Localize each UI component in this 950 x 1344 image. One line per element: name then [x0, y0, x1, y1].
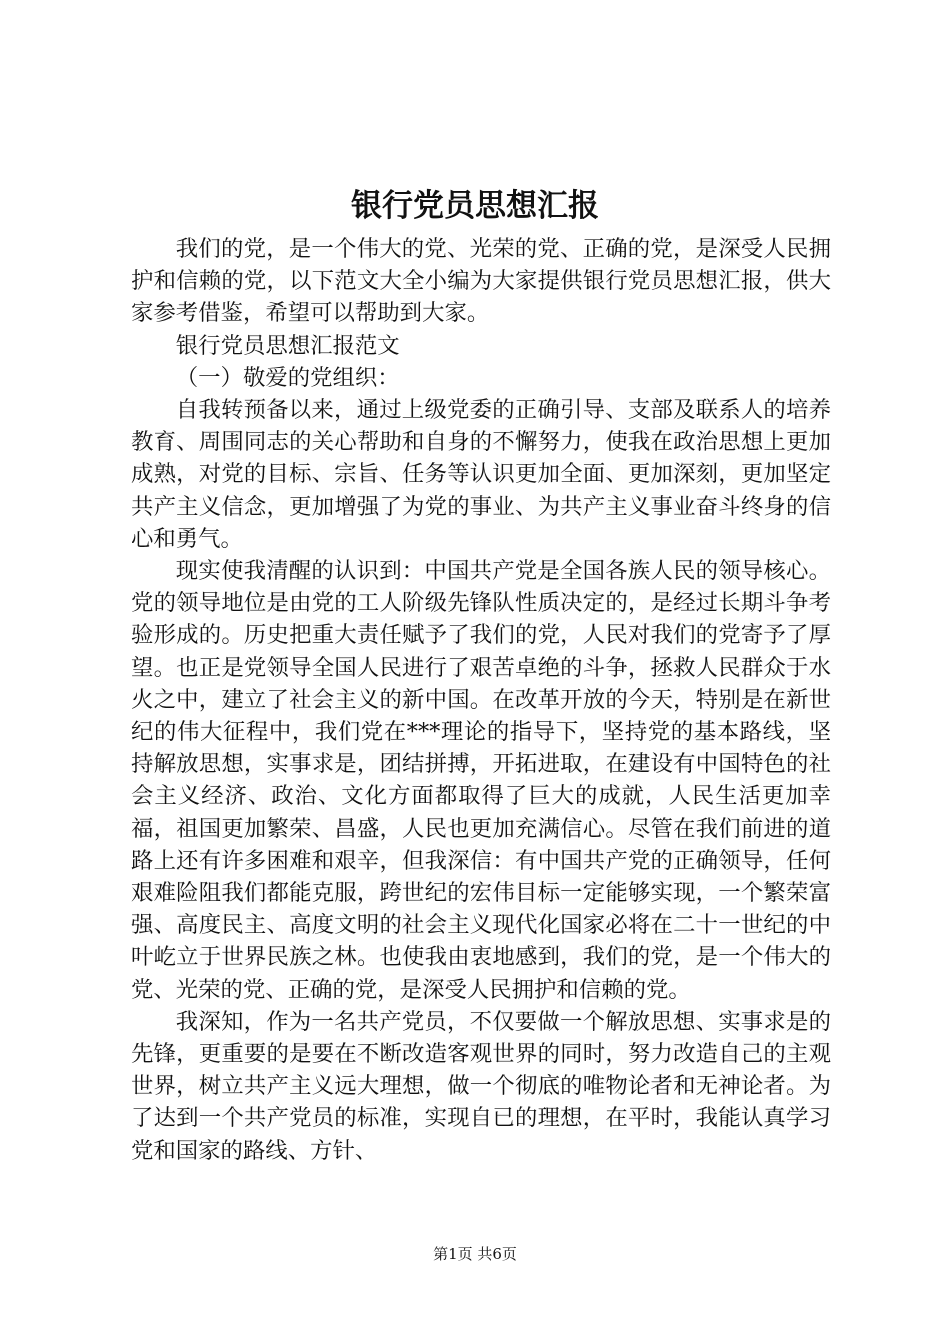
paragraph-body-3: 我深知，作为一名共产党员，不仅要做一个解放思想、实事求是的先锋，更重要的是要在不断改造客观世界的同时，努力改造自己的主观世界，树立共产主义远大理想，做一个彻底的唯物论者和无神论者。为了达到一个共产党员的标准，实现自已的理想，在平时，我能认真学习党和国家的路线、方针、: [131, 1008, 831, 1164]
paragraph-body-1: 自我转预备以来，通过上级党委的正确引导、支部及联系人的培养教育、周围同志的关心帮助和自身的不懈努力，使我在政治思想上更加成熟，对党的目标、宗旨、任务等认识更加全面、更加深刻，更加坚定共产主义信念，更加增强了为党的事业、为共产主义事业奋斗终身的信心和勇气。: [131, 397, 831, 552]
paragraph-intro: 我们的党，是一个伟大的党、光荣的党、正确的党，是深受人民拥护和信赖的党，以下范文大全小编为大家提供银行党员思想汇报，供大家参考借鉴，希望可以帮助到大家。: [131, 236, 831, 327]
document-title: 银行党员思想汇报: [351, 188, 599, 224]
page-number-footer: 第1页 共6页: [433, 1245, 517, 1263]
document-body: [131, 233, 831, 1167]
paragraph-salutation: （一）敬爱的党组织：: [175, 364, 400, 391]
paragraph-heading: 银行党员思想汇报范文: [175, 332, 400, 359]
paragraph-body-2: 现实使我清醒的认识到：中国共产党是全国各族人民的领导核心。党的领导地位是由党的工人阶级先锋队性质决定的，是经过长期斗争考验形成的。历史把重大责任赋予了我们的党，人民对我们的党寄予了厚望。也正是党领导全国人民进行了艰苦卓绝的斗争，拯救人民群众于水火之中，建立了社会主义的新中国。在改革开放的今天，特别是在新世纪的伟大征程中，我们党在***理论的指导下，坚持党的基本路线，坚持解放思想，实事求是，团结拼搏，开拓进取，在建设有中国特色的社会主义经济、政治、文化方面都取得了巨大的成就，人民生活更加幸福，祖国更加繁荣、昌盛，人民也更加充满信心。尽管在我们前进的道路上还有许多困难和艰辛，但我深信：有中国共产党的正确领导，任何艰难险阻我们都能克服，跨世纪的宏伟目标一定能够实现，一个繁荣富强、高度民主、高度文明的社会主义现代化国家必将在二十一世纪的中叶屹立于世界民族之林。也使我由衷地感到，我们的党，是一个伟大的党、光荣的党、正确的党，是深受人民拥护和信赖的党。: [131, 558, 831, 1003]
